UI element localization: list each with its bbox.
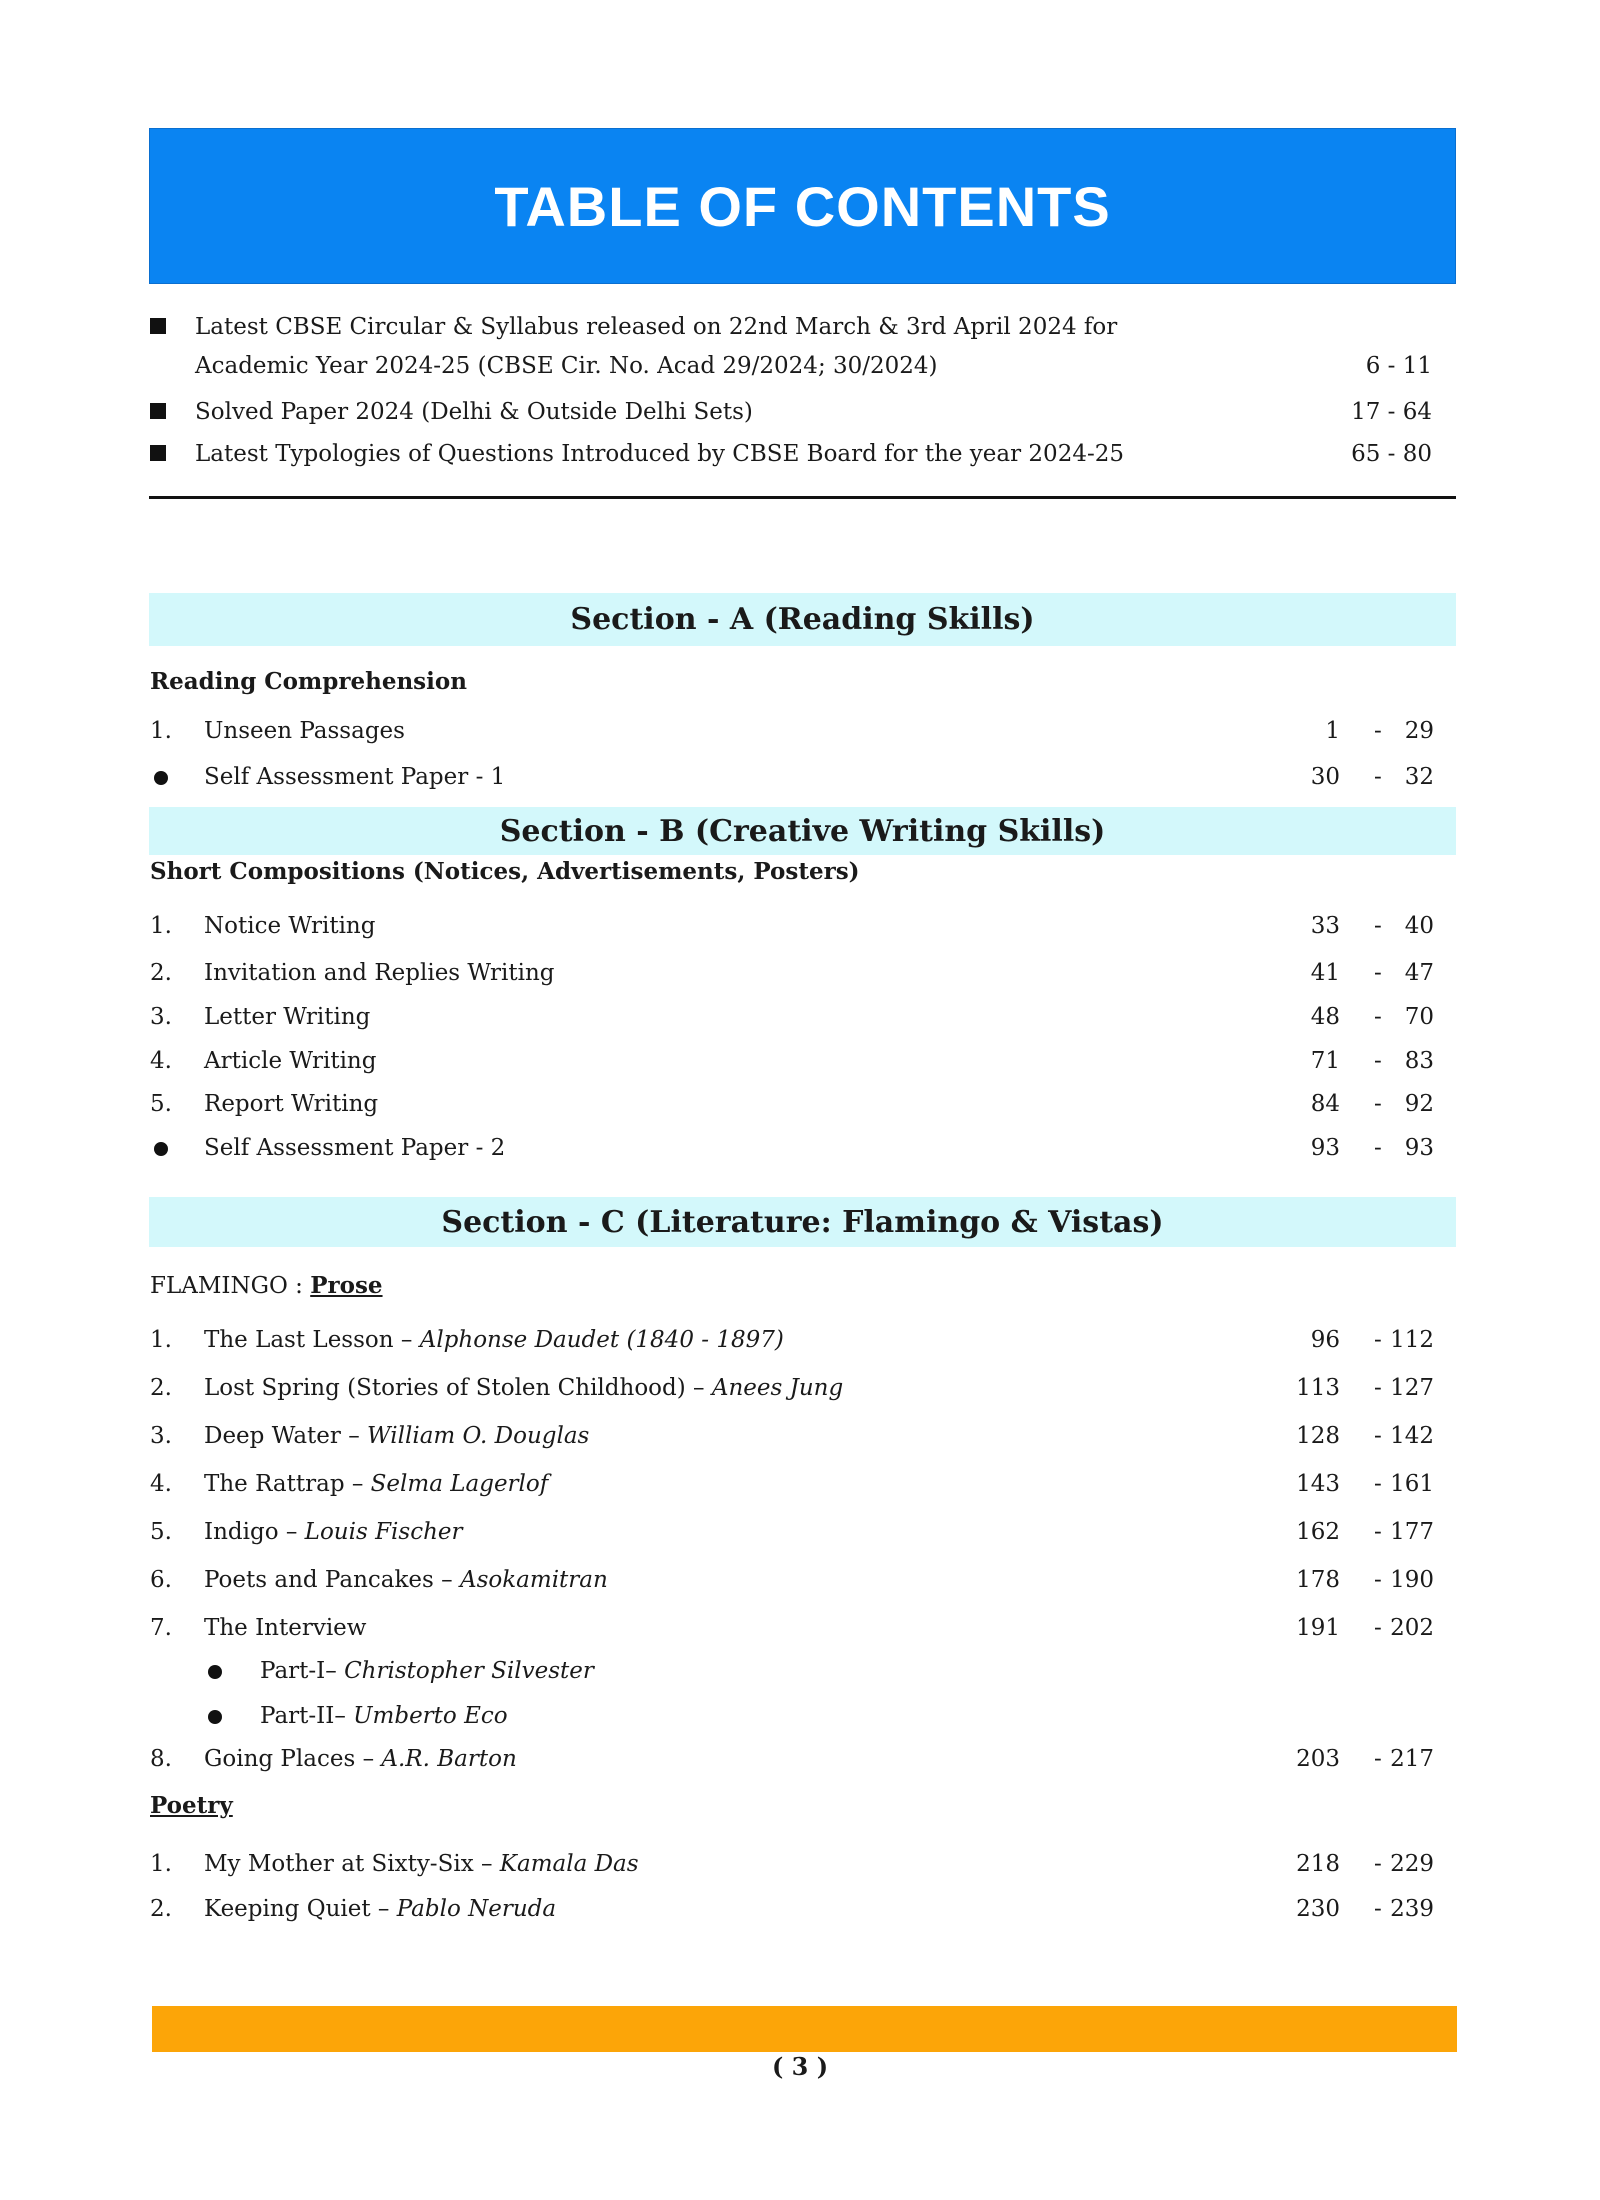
entry-title: Unseen Passages: [204, 718, 405, 744]
entry-number: 7.: [150, 1615, 172, 1641]
entry-author: Umberto Eco: [353, 1703, 508, 1729]
entry-number: 3.: [150, 1004, 172, 1030]
page-range-dash: -: [1374, 764, 1382, 790]
entry-title: The Interview: [204, 1615, 367, 1641]
square-bullet-icon: [150, 318, 166, 334]
section-b-heading: Section - B (Creative Writing Skills): [149, 807, 1456, 855]
page-range-dash: -: [1374, 1327, 1382, 1353]
divider: [149, 496, 1456, 499]
entry-page-from: 41: [1310, 960, 1340, 986]
page-range-dash: -: [1374, 960, 1382, 986]
page-range-dash: -: [1374, 1471, 1382, 1497]
page-title: TABLE OF CONTENTS: [494, 174, 1111, 238]
entry-page-to: 47: [1404, 960, 1434, 986]
toc-entry[interactable]: [150, 1609, 1450, 1647]
prose-label: Prose: [310, 1272, 383, 1299]
page-range-dash: -: [1374, 1135, 1382, 1161]
entry-page-from: 178: [1296, 1567, 1340, 1593]
toc-sub-entry[interactable]: [150, 1697, 1450, 1735]
entry-page-from: 113: [1296, 1375, 1340, 1401]
entry-page-to: 161: [1390, 1471, 1434, 1497]
entry-number: 6.: [150, 1567, 172, 1593]
section-a-heading: Section - A (Reading Skills): [149, 593, 1456, 646]
entry-page-from: 84: [1310, 1091, 1340, 1117]
entry-number: 5.: [150, 1091, 172, 1117]
entry-title: Indigo – Louis Fischer: [204, 1519, 463, 1545]
page-range-dash: -: [1374, 1375, 1382, 1401]
page-range-dash: -: [1374, 1423, 1382, 1449]
toc-entry[interactable]: [150, 1513, 1450, 1551]
page-range-dash: -: [1374, 1519, 1382, 1545]
flamingo-label: FLAMINGO :: [150, 1273, 311, 1299]
entry-title: Letter Writing: [204, 1004, 371, 1030]
entry-title: Article Writing: [204, 1048, 377, 1074]
section-a-subheading: Reading Comprehension: [150, 668, 467, 695]
entry-page-to: 177: [1390, 1519, 1434, 1545]
toc-entry[interactable]: [150, 1321, 1450, 1359]
entry-number: 8.: [150, 1746, 172, 1772]
entry-number: 1.: [150, 1327, 172, 1353]
entry-number: 1.: [150, 718, 172, 744]
entry-page-to: 83: [1404, 1048, 1434, 1074]
entry-page-from: 33: [1310, 913, 1340, 939]
entry-page-from: 191: [1296, 1615, 1340, 1641]
intro-item[interactable]: [150, 308, 1432, 386]
entry-page-from: 203: [1296, 1746, 1340, 1772]
entry-title: Going Places – A.R. Barton: [204, 1746, 517, 1772]
page-range-dash: -: [1374, 718, 1382, 744]
entry-page-to: 190: [1390, 1567, 1434, 1593]
entry-title: Poets and Pancakes – Asokamitran: [204, 1567, 608, 1593]
toc-entry[interactable]: [150, 1845, 1450, 1883]
entry-title: Self Assessment Paper - 2: [204, 1135, 506, 1161]
page-range-dash: -: [1374, 1004, 1382, 1030]
toc-entry[interactable]: [150, 1369, 1450, 1407]
entry-number: 4.: [150, 1048, 172, 1074]
entry-page-to: 70: [1404, 1004, 1434, 1030]
round-bullet-icon: [154, 771, 168, 785]
entry-number: 2.: [150, 1896, 172, 1922]
entry-title: Deep Water – William O. Douglas: [204, 1423, 590, 1449]
intro-item-pages: 6 - 11: [1365, 353, 1432, 379]
entry-title: My Mother at Sixty-Six – Kamala Das: [204, 1851, 639, 1877]
page-range-dash: -: [1374, 1567, 1382, 1593]
entry-title: Report Writing: [204, 1091, 379, 1117]
toc-entry[interactable]: [150, 954, 1450, 992]
toc-entry[interactable]: [150, 758, 1450, 796]
intro-item[interactable]: [150, 435, 1432, 474]
entry-page-from: 93: [1310, 1135, 1340, 1161]
entry-title: Part-I– Christopher Silvester: [260, 1658, 594, 1684]
entry-page-from: 71: [1310, 1048, 1340, 1074]
poetry-heading: Poetry: [150, 1792, 233, 1819]
entry-title: Keeping Quiet – Pablo Neruda: [204, 1896, 557, 1922]
entry-title: Lost Spring (Stories of Stolen Childhood) – Anees Jung: [204, 1375, 844, 1401]
toc-entry[interactable]: [150, 1465, 1450, 1503]
entry-author: Kamala Das: [499, 1851, 639, 1877]
entry-page-to: 93: [1404, 1135, 1434, 1161]
entry-page-from: 30: [1310, 764, 1340, 790]
entry-page-to: 92: [1404, 1091, 1434, 1117]
entry-page-to: 32: [1404, 764, 1434, 790]
entry-number: 5.: [150, 1519, 172, 1545]
entry-page-from: 143: [1296, 1471, 1340, 1497]
toc-entry[interactable]: [150, 1561, 1450, 1599]
entry-author: Pablo Neruda: [396, 1896, 557, 1922]
page-range-dash: -: [1374, 1615, 1382, 1641]
toc-entry[interactable]: [150, 1042, 1450, 1080]
page-range-dash: -: [1374, 1048, 1382, 1074]
section-c-subheading: [150, 1272, 383, 1299]
toc-entry[interactable]: [150, 712, 1450, 750]
entry-page-from: 230: [1296, 1896, 1340, 1922]
toc-entry[interactable]: [150, 1890, 1450, 1928]
entry-page-to: 127: [1390, 1375, 1434, 1401]
intro-item-pages: 17 - 64: [1351, 399, 1432, 425]
entry-number: 1.: [150, 913, 172, 939]
entry-page-to: 142: [1390, 1423, 1434, 1449]
entry-page-from: 96: [1310, 1327, 1340, 1353]
entry-author: Alphonse Daudet (1840 - 1897): [419, 1327, 784, 1353]
entry-author: A.R. Barton: [381, 1746, 517, 1772]
intro-item[interactable]: [150, 393, 1432, 432]
entry-author: Asokamitran: [459, 1567, 608, 1593]
entry-title: Part-II– Umberto Eco: [260, 1703, 508, 1729]
round-bullet-icon: [154, 1142, 168, 1156]
toc-entry[interactable]: [150, 907, 1450, 945]
round-bullet-icon: [208, 1710, 222, 1724]
section-c-heading: Section - C (Literature: Flamingo & Vistas): [149, 1197, 1456, 1247]
page-range-dash: -: [1374, 1091, 1382, 1117]
page-number: ( 3 ): [771, 2052, 829, 2081]
entry-title: Notice Writing: [204, 913, 376, 939]
toc-entry[interactable]: [150, 1085, 1450, 1123]
header-banner: [149, 128, 1456, 284]
entry-number: 3.: [150, 1423, 172, 1449]
entry-page-from: 48: [1310, 1004, 1340, 1030]
entry-author: William O. Douglas: [367, 1423, 590, 1449]
entry-number: 2.: [150, 1375, 172, 1401]
entry-number: 4.: [150, 1471, 172, 1497]
entry-author: Selma Lagerlof: [370, 1471, 549, 1497]
intro-item-pages: 65 - 80: [1351, 441, 1432, 467]
section-b-subheading: Short Compositions (Notices, Advertisements, Posters): [150, 858, 860, 885]
page-range-dash: -: [1374, 1746, 1382, 1772]
entry-number: 1.: [150, 1851, 172, 1877]
intro-item-text: Latest CBSE Circular & Syllabus released on 22nd March & 3rd April 2024 for: [195, 314, 1118, 340]
entry-author: Louis Fischer: [304, 1519, 463, 1545]
intro-item-text: Latest Typologies of Questions Introduced by CBSE Board for the year 2024-25: [195, 441, 1124, 467]
entry-page-to: 29: [1404, 718, 1434, 744]
entry-title: Self Assessment Paper - 1: [204, 764, 506, 790]
entry-author: Christopher Silvester: [344, 1658, 594, 1684]
entry-page-from: 218: [1296, 1851, 1340, 1877]
entry-page-from: 1: [1325, 718, 1340, 744]
entry-page-to: 112: [1390, 1327, 1434, 1353]
page-range-dash: -: [1374, 1896, 1382, 1922]
toc-entry[interactable]: [150, 1740, 1450, 1778]
entry-number: 2.: [150, 960, 172, 986]
entry-page-to: 202: [1390, 1615, 1434, 1641]
entry-page-from: 162: [1296, 1519, 1340, 1545]
entry-page-to: 217: [1390, 1746, 1434, 1772]
entry-title: The Last Lesson – Alphonse Daudet (1840 - 1897): [204, 1327, 784, 1353]
entry-page-from: 128: [1296, 1423, 1340, 1449]
page-range-dash: -: [1374, 913, 1382, 939]
entry-title: The Rattrap – Selma Lagerlof: [204, 1471, 549, 1497]
toc-sub-entry[interactable]: [150, 1652, 1450, 1690]
toc-entry[interactable]: [150, 998, 1450, 1036]
footer-bar: [152, 2006, 1457, 2052]
entry-author: Anees Jung: [711, 1375, 844, 1401]
square-bullet-icon: [150, 445, 166, 461]
intro-item-text: Academic Year 2024-25 (CBSE Cir. No. Acad 29/2024; 30/2024): [195, 353, 938, 379]
entry-title: Invitation and Replies Writing: [204, 960, 555, 986]
page-range-dash: -: [1374, 1851, 1382, 1877]
square-bullet-icon: [150, 403, 166, 419]
entry-page-to: 40: [1404, 913, 1434, 939]
entry-page-to: 229: [1390, 1851, 1434, 1877]
intro-item-text: Solved Paper 2024 (Delhi & Outside Delhi Sets): [195, 399, 753, 425]
entry-page-to: 239: [1390, 1896, 1434, 1922]
toc-entry[interactable]: [150, 1129, 1450, 1167]
toc-entry[interactable]: [150, 1417, 1450, 1455]
round-bullet-icon: [208, 1665, 222, 1679]
